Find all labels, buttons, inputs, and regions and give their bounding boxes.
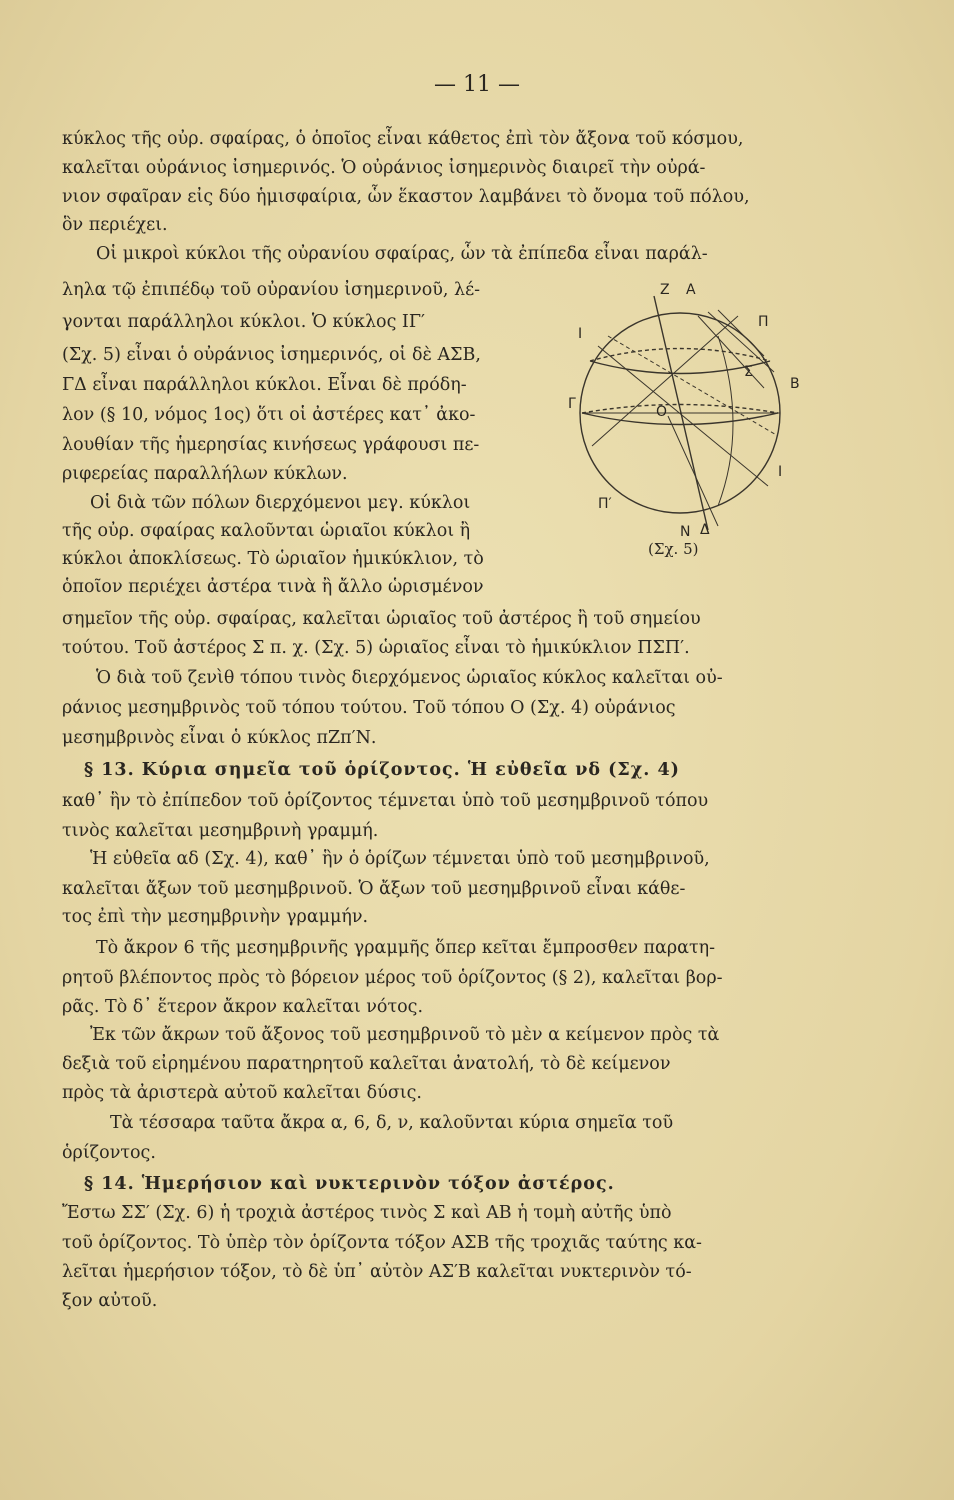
text-line: τούτου. Τοῦ ἀστέρος Σ π. χ. (Σχ. 5) ὡριαῖος εἶναι τὸ ἡμικύκλιον ΠΣΠ′. (62, 638, 690, 658)
label-i-prime: Ι (778, 464, 783, 480)
label-p: Π (758, 314, 769, 330)
figure-celestial-sphere (568, 276, 808, 576)
text-line: καθ᾽ ἣν τὸ ἐπίπεδον τοῦ ὁρίζοντος τέμνεται ὑπὸ τοῦ μεσημβρινοῦ τόπου (62, 791, 709, 811)
text-line: ράνιος μεσημβρινὸς τοῦ τόπου τούτου. Τοῦ τόπου Ο (Σχ. 4) οὐράνιος (62, 698, 676, 718)
label-d: Δ (700, 522, 710, 538)
text-line: μεσημβρινὸς εἶναι ὁ κύκλος πΖπ′Ν. (62, 728, 377, 748)
text-line: Ἔστω ΣΣ′ (Σχ. 6) ἡ τροχιὰ ἀστέρος τινὸς Σ καὶ ΑΒ ἡ τομὴ αὐτῆς ὑπὸ (62, 1203, 672, 1223)
section-heading: § 13. Κύρια σημεῖα τοῦ ὁρίζοντος. Ἡ εὐθεῖα νδ (Σχ. 4) (84, 760, 680, 780)
text-line: καλεῖται οὐράνιος ἰσημερινός. Ὁ οὐράνιος ἰσημερινὸς διαιρεῖ τὴν οὐρά- (62, 158, 706, 178)
figure-caption: (Σχ. 5) (648, 540, 699, 558)
text-line: Ὁ διὰ τοῦ ζενὶθ τόπου τινὸς διερχόμενος ὡριαῖος κύκλος καλεῖται οὐ- (96, 668, 723, 688)
text-line: νιον σφαῖραν εἰς δύο ἡμισφαίρια, ὧν ἕκαστον λαμβάνει τὸ ὄνομα τοῦ πόλου, (62, 187, 750, 207)
section-heading: § 14. Ἡμερήσιον καὶ νυκτερινὸν τόξον ἀστέρος. (84, 1174, 615, 1194)
text-line: λουθίαν τῆς ἡμερησίας κινήσεως γράφουσι πε- (62, 435, 480, 455)
text-line: Ἡ εὐθεῖα αδ (Σχ. 4), καθ᾽ ἣν ὁ ὁρίζων τέμνεται ὑπὸ τοῦ μεσημβρινοῦ, (90, 849, 710, 869)
label-s: Σ (744, 364, 753, 380)
text-line: ληλα τῷ ἐπιπέδῳ τοῦ οὐρανίου ἰσημερινοῦ, λέ- (62, 280, 481, 300)
label-g: Γ (568, 396, 576, 412)
text-line: γονται παράλληλοι κύκλοι. Ὁ κύκλος ΙΓ′ (62, 312, 425, 332)
text-line: Ἐκ τῶν ἄκρων τοῦ ἄξονος τοῦ μεσημβρινοῦ τὸ μὲν α κείμενον πρὸς τὰ (90, 1025, 720, 1045)
text-line: ξον αὐτοῦ. (62, 1291, 158, 1311)
parallel-circle-upper (590, 349, 770, 362)
label-i: Ι (578, 326, 583, 342)
label-p-prime: Π′ (598, 496, 612, 512)
text-line: σημεῖον τῆς οὐρ. σφαίρας, καλεῖται ὡριαῖος τοῦ ἀστέρος ἢ τοῦ σημείου (62, 609, 701, 629)
page-number: — 11 — (434, 72, 520, 97)
label-z: Ζ (660, 282, 670, 298)
label-a: Α (686, 282, 696, 298)
text-line: τος ἐπὶ τὴν μεσημβρινὴν γραμμήν. (62, 907, 369, 927)
text-line: τοῦ ὁρίζοντος. Τὸ ὑπὲρ τὸν ὁρίζοντα τόξον ΑΣΒ τῆς τροχιᾶς ταύτης κα- (62, 1233, 702, 1253)
text-line: κύκλος τῆς οὐρ. σφαίρας, ὁ ὁποῖος εἶναι κάθετος ἐπὶ τὸν ἄξονα τοῦ κόσμου, (62, 129, 744, 149)
label-o: Ο (656, 404, 668, 420)
text-line: ὁρίζοντος. (62, 1143, 156, 1163)
text-line: ριφερείας παραλλήλων κύκλων. (62, 464, 348, 484)
text-line: ὃν περιέχει. (62, 215, 168, 235)
text-line: πρὸς τὰ ἀριστερὰ αὐτοῦ καλεῖται δύσις. (62, 1083, 422, 1103)
text-line: τινὸς καλεῖται μεσημβρινὴ γραμμή. (62, 821, 379, 841)
text-line: λον (§ 10, νόμος 1ος) ὅτι οἱ ἀστέρες κατ᾽ ἀκο- (62, 405, 476, 425)
label-b: Β (790, 376, 800, 392)
text-line: Οἱ μικροὶ κύκλοι τῆς οὐρανίου σφαίρας, ὧν τὰ ἐπίπεδα εἶναι παράλ- (96, 244, 708, 264)
text-line: δεξιὰ τοῦ εἰρημένου παρατηρητοῦ καλεῖται ἀνατολή, τὸ δὲ κείμενον (62, 1054, 671, 1074)
text-line: καλεῖται ἄξων τοῦ μεσημβρινοῦ. Ὁ ἄξων τοῦ μεσημβρινοῦ εἶναι κάθε- (62, 879, 686, 899)
text-line: (Σχ. 5) εἶναι ὁ οὐράνιος ἰσημερινός, οἱ δὲ ΑΣΒ, (62, 345, 481, 365)
text-line: Οἱ διὰ τῶν πόλων διερχόμενοι μεγ. κύκλοι (90, 493, 471, 513)
text-line: ὁποῖον περιέχει ἀστέρα τινὰ ἢ ἄλλο ὡρισμένον (62, 577, 484, 597)
label-n: Ν (680, 524, 691, 540)
text-line: Τὸ ἄκρον 6 τῆς μεσημβρινῆς γραμμῆς ὅπερ κεῖται ἔμπροσθεν παρατη- (96, 938, 716, 958)
text-line: ρᾶς. Τὸ δ᾽ ἕτερον ἄκρον καλεῖται νότος. (62, 997, 424, 1017)
text-line: τῆς οὐρ. σφαίρας καλοῦνται ὡριαῖοι κύκλοι ἢ (62, 521, 471, 541)
text-line: ΓΔ εἶναι παράλληλοι κύκλοι. Εἶναι δὲ πρόδη- (62, 375, 467, 395)
text-line: λεῖται ἡμερήσιον τόξον, τὸ δὲ ὑπ᾽ αὐτὸν ΑΣ′Β καλεῖται νυκτερινὸν τό- (62, 1262, 692, 1282)
text-line: ρητοῦ βλέποντος πρὸς τὸ βόρειον μέρος τοῦ ὁρίζοντος (§ 2), καλεῖται βορ- (62, 968, 723, 988)
text-line: κύκλοι ἀποκλίσεως. Τὸ ὡριαῖον ἡμικύκλιον, τὸ (62, 549, 484, 569)
text-line: Τὰ τέσσαρα ταῦτα ἄκρα α, 6, δ, ν, καλοῦνται κύρια σημεῖα τοῦ (110, 1113, 674, 1133)
